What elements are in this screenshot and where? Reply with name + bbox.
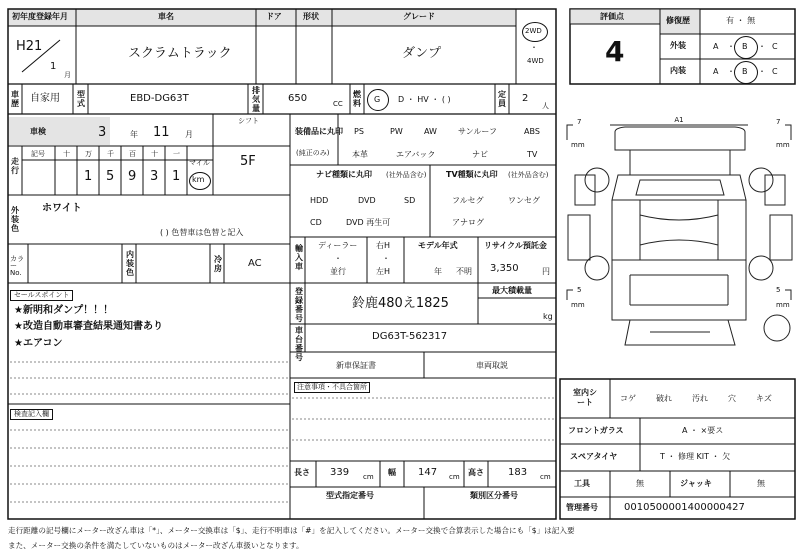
registration-label: 登録番号 [295,287,303,323]
fuel-label: 燃料 [353,90,361,108]
door-label: ドア [266,12,282,21]
length-value: 339 [330,467,350,478]
diagram-front-left-num: 7 [577,118,582,126]
diagram-rear-left-unit: mm [571,301,585,309]
type-designation-label: 型式指定番号 [326,491,374,500]
equip-leather: 本革 [352,150,368,159]
navi-dvd-play: DVD 再生可 [346,218,391,227]
digit-header-5: 十 [151,150,158,158]
grade-value: ダンプ [402,46,442,61]
jack-value: 無 [757,479,765,488]
digit-header-6: 一 [173,150,180,158]
spare-options: T ・ 修理 KIT ・ 欠 [660,452,731,461]
model-year-unknown: 不明 [456,267,472,276]
displacement-label: 排気量 [252,86,260,113]
registration-value: 鈴鹿480え1825 [352,296,449,311]
diagram-rear-right-num: 5 [776,286,781,294]
digit-4: 3 [150,169,159,184]
inspection-year-unit: 年 [130,130,138,139]
tv-fullseg: フルセグ [452,196,484,205]
width-label: 幅 [388,468,396,477]
manual-label: 車両取説 [476,361,508,370]
displacement-value: 650 [288,93,308,104]
notes-label: 注意事項・不具合箇所 [294,382,370,393]
seat-label: 室内シート [573,388,597,407]
first-reg-label: 初年度登録年月 [12,12,68,21]
equip-aw: AW [424,127,437,136]
tv-note: (社外品含む) [508,171,549,179]
max-load-unit: kg [543,312,553,321]
sales-label: セールスポイント [10,290,73,301]
width-value: 147 [418,467,438,478]
use-label: 車歴 [11,90,19,108]
model-year-unit: 年 [434,267,442,276]
inspection-note-label: 検査記入欄 [10,409,53,420]
interior-color-label: 内装色 [126,250,134,277]
int-grade-dot2: ・ [758,67,766,76]
recycle-value: 3,350 [490,263,519,274]
digit-header-2: 万 [85,150,92,158]
equip-pw: PW [390,127,403,136]
interior-label: 内装 [670,66,686,75]
reg-month-unit: 月 [64,71,71,79]
chassis-label: 車台番号 [295,326,303,362]
import-dealer: ディーラー [318,241,358,250]
equip-ps: PS [354,127,364,136]
height-unit: cm [540,473,551,481]
fuel-g: G [374,95,381,104]
drive-2wd: 2WD [525,27,542,35]
seat-hole: 穴 [728,394,736,403]
digit-header-3: 千 [107,150,114,158]
capacity-label: 定員 [498,90,506,108]
equip-abs: ABS [524,127,540,136]
jack-label: ジャッキ [680,479,712,488]
digit-header-0: 記号 [31,150,45,158]
height-label: 高さ [468,468,484,477]
car-name-value: スクラムトラック [128,46,232,61]
import-rh: 右H [376,241,391,250]
score-value: 4 [605,35,625,68]
grade-label: グレード [403,12,435,21]
seat-burn: コゲ [620,394,636,403]
tool-value: 無 [636,479,644,488]
diagram-rear-right-unit: mm [776,301,790,309]
tv-oneseg: ワンセグ [508,196,540,205]
capacity-unit: 人 [542,102,549,110]
mileage-label: 走行 [11,157,19,175]
navi-sd: SD [404,196,416,205]
chassis-value: DG63T-562317 [372,331,448,342]
seat-scratch: キズ [756,394,772,403]
capacity-value: 2 [522,93,529,104]
car-diagram [567,116,792,345]
recycle-label: リサイクル預託金 [484,241,547,250]
int-grade-a: A [713,67,719,76]
sales-point-2: ★エアコン [14,338,63,349]
footer-line2: また、メーター交換の条件を満たしていないものはメーター改ざん車扱いとなります。 [8,541,304,550]
use-value: 自家用 [30,93,60,104]
color-label: 外装色 [11,206,19,233]
repair-options: 有 ・ 無 [726,16,756,25]
digit-header-4: 百 [129,150,136,158]
score-label: 評価点 [600,12,624,21]
model-year-label: モデル年式 [418,241,458,250]
car-name-label: 車名 [158,12,174,21]
diagram-rear-left-num: 5 [577,286,582,294]
footer-line1: 走行距離の記号欄にメーター改ざん車は「*」、メーター交換車は「$」、走行不明車は「#」を記入してください。メーター交換で合算表示した場合にも「$」は記入要 [8,526,575,535]
digit-1: 1 [84,169,93,184]
digit-5: 1 [172,169,181,184]
ac-label: 冷房 [214,255,222,273]
windshield-options: A ・ ×要ス [682,426,724,435]
ext-grade-b: B [742,42,748,51]
navi-header: ナビ種類に丸印 [316,170,372,179]
model-value: EBD-DG63T [130,93,189,104]
navi-note: (社外品含む) [386,171,427,179]
shape-label: 形状 [303,12,319,21]
drive-dot: ・ [530,43,538,52]
ext-grade-c: C [772,42,778,51]
ext-grade-dot1: ・ [727,42,735,51]
mile-label: マイル [189,159,210,167]
import-lh: 左H [376,267,391,276]
import-label: 輸入車 [295,244,303,271]
mgmt-value: 0010500001400000427 [624,502,745,513]
sales-point-0: ★新明和ダンプ！！！ [14,305,114,316]
spare-label: スペアタイヤ [570,452,618,461]
reg-era: H21 [16,39,43,54]
import-parallel: 並行 [330,267,346,276]
digit-2: 5 [106,169,115,184]
int-grade-b: B [742,67,748,76]
diagram-front-right-num: 7 [776,118,781,126]
fuel-others: D ・ HV ・ ( ) [398,95,451,104]
exterior-label: 外装 [670,41,686,50]
int-grade-c: C [772,67,778,76]
color-no-label: カラーNo. [10,255,24,277]
inspection-month-unit: 月 [185,130,193,139]
import-dot: ・ [334,254,342,263]
max-load-label: 最大積載量 [492,286,532,295]
equip-tv: TV [527,150,538,159]
diagram-front-right-unit: mm [776,141,790,149]
reg-month: 1 [50,61,57,72]
sales-point-1: ★改造自動車審査結果通知書あり [14,321,163,332]
shift-value: 5F [240,154,256,169]
digit-header-1: 十 [63,150,70,158]
inspection-label: 車検 [30,127,46,136]
inspection-year: 3 [98,125,107,140]
recycle-unit: 円 [542,267,550,276]
seat-tear: 破れ [656,394,672,403]
digit-3: 9 [128,169,137,184]
mgmt-label: 管理番号 [566,503,598,512]
svg-text:A1: A1 [674,116,684,124]
seat-stain: 汚れ [692,394,708,403]
km-label: km [192,175,205,184]
int-grade-dot1: ・ [727,67,735,76]
navi-hdd: HDD [310,196,329,205]
equip-airbag: エアバック [396,150,436,159]
warranty-label: 新車保証書 [336,361,376,370]
import-dot-2: ・ [382,254,390,263]
ac-value: AC [248,258,262,269]
length-label: 長さ [294,468,310,477]
windshield-label: フロントガラス [568,426,624,435]
model-label: 型式 [77,90,85,108]
ext-grade-dot2: ・ [758,42,766,51]
height-value: 183 [508,467,528,478]
displacement-unit: CC [333,100,343,108]
tv-header: TV種類に丸印 [446,170,498,179]
navi-dvd: DVD [358,196,376,205]
shift-label: シフト [238,117,259,125]
category-label: 類別区分番号 [470,491,518,500]
repaint-note: ( ) 色替車は色替と記入 [160,228,244,237]
tool-label: 工具 [574,479,590,488]
navi-cd: CD [310,218,322,227]
equipment-sublabel: (純正のみ) [296,149,330,157]
tv-analog: アナログ [452,218,484,227]
inspection-month: 11 [153,125,170,140]
diagram-front-left-unit: mm [571,141,585,149]
equipment-label: 装備品に丸印 [295,127,343,136]
color-value: ホワイト [42,203,82,214]
ext-grade-a: A [713,42,719,51]
equip-sunroof: サンルーフ [458,127,497,136]
equip-navi: ナビ [472,150,488,159]
width-unit: cm [449,473,460,481]
repair-label: 修復歴 [666,16,690,25]
drive-4wd: 4WD [527,57,544,65]
length-unit: cm [363,473,374,481]
